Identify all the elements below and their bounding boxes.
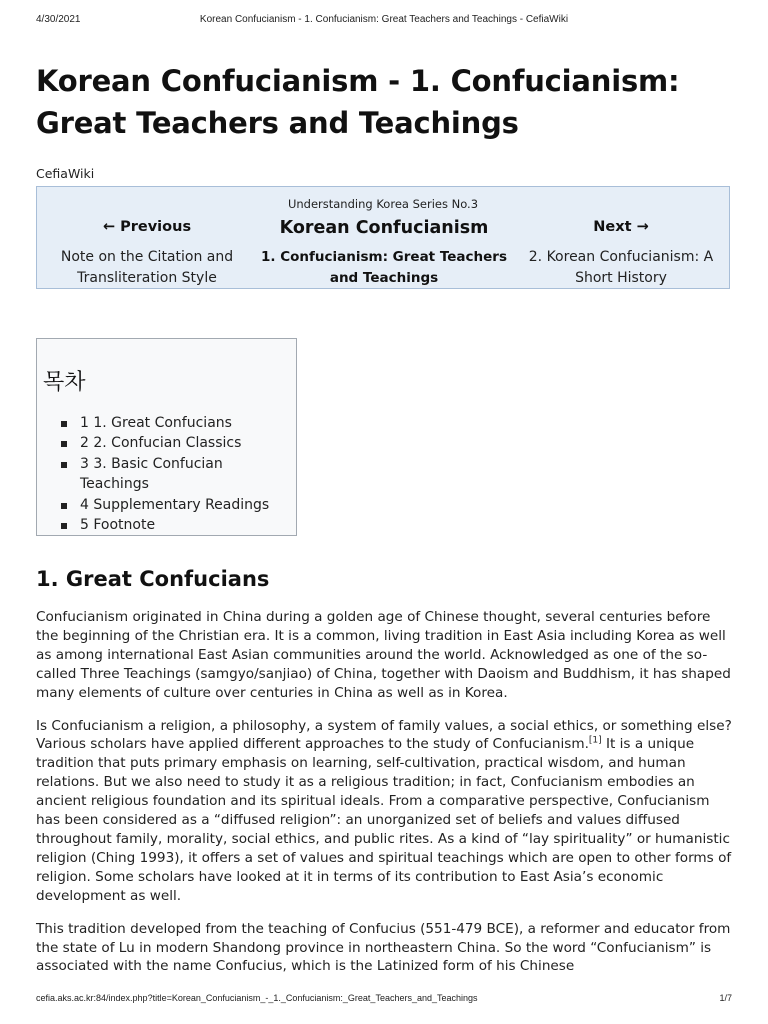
footnote-link[interactable]: [1]	[588, 735, 602, 746]
print-url: cefia.aks.ac.kr:84/index.php?title=Korean_Confucianism_-_1._Confucianism:_Great_Teachers_and_Teachings	[36, 993, 478, 1003]
toc-item[interactable]: 1 1. Great Confucians	[61, 413, 296, 433]
section-heading: 1. Great Confucians	[36, 567, 270, 591]
page-title: Korean Confucianism - 1. Confucianism: Great Teachers and Teachings	[36, 64, 680, 140]
article-content	[36, 60, 732, 976]
previous-chapter-link[interactable]: Note on the Citation and Transliteration Style	[60, 249, 234, 286]
toc-list	[61, 413, 296, 535]
series-navigation-box	[36, 186, 730, 289]
paragraph-2	[36, 717, 732, 906]
current-chapter: 1. Confucianism: Great Teachers and Teachings	[261, 249, 507, 286]
page-number: 1/7	[719, 993, 732, 1003]
next-label: Next →	[593, 219, 649, 235]
toc-item[interactable]: 4 Supplementary Readings	[61, 495, 296, 515]
print-title: Korean Confucianism - 1. Confucianism: Great Teachers and Teachings - CefiaWiki	[199, 14, 569, 25]
series-title: Korean Confucianism	[279, 218, 489, 238]
print-footer	[0, 990, 768, 1010]
print-date: 4/30/2021	[36, 14, 81, 25]
paragraph-1: Confucianism originated in China during a golden age of Chinese thought, several centuries before the beginning of the Christian era. It is a common, living tradition in East Asia including Korea as well as among international East Asian communities around the world. Acknowledged as one of the so-called Three Teachings (samgyo/sanjiao) of China, together with Daoism and Buddhism, it has shaped many elements of culture over centuries in China as well as in Korea.	[36, 609, 731, 701]
previous-label: ← Previous	[102, 219, 192, 235]
table-of-contents	[36, 338, 297, 536]
toc-item[interactable]: 5 Footnote	[61, 515, 296, 535]
paragraph-3: This tradition developed from the teaching of Confucius (551-479 BCE), a reformer and educator from the state of Lu in modern Shandong province in northeastern China. So the word “Confucianism” is associated with the name Confucius, which is the Latinized form of his Chinese	[36, 920, 731, 975]
paragraph-2-text-a: Is Confucianism a religion, a philosophy, a system of family values, a social ethics, or something else? Various scholars have applied different approaches to the study of Confucianism.	[36, 717, 732, 753]
site-subtitle: CefiaWiki	[36, 166, 95, 181]
toc-title: 목차	[43, 370, 86, 395]
print-header	[0, 0, 768, 30]
paragraph-2-text-b: It is a unique tradition that puts primary emphasis on learning, self-cultivation, practical wisdom, and human relations. But we also need to study it as a religious tradition; in fact, Confucianism embodies an ancient religious foundation and its spiritual ideals. From a comparative perspective, Confucianism has been considered as a “diffused religion”: an unorganized set of beliefs and values diffused throughout family, morality, social ethics, and public rites. As a kind of “lay spirituality” or humanistic religion (Ching 1993), it offers a set of values and spiritual teachings which are open to other forms of religion. Some scholars have looked at it in terms of its contribution to East Asia’s economic development as well.	[36, 736, 732, 904]
toc-item[interactable]: 3 3. Basic Confucian Teachings	[61, 454, 296, 495]
next-chapter-link[interactable]: 2. Korean Confucianism: A Short History	[528, 249, 714, 286]
toc-item[interactable]: 2 2. Confucian Classics	[61, 433, 296, 453]
series-label: Understanding Korea Series No.3	[287, 197, 479, 211]
